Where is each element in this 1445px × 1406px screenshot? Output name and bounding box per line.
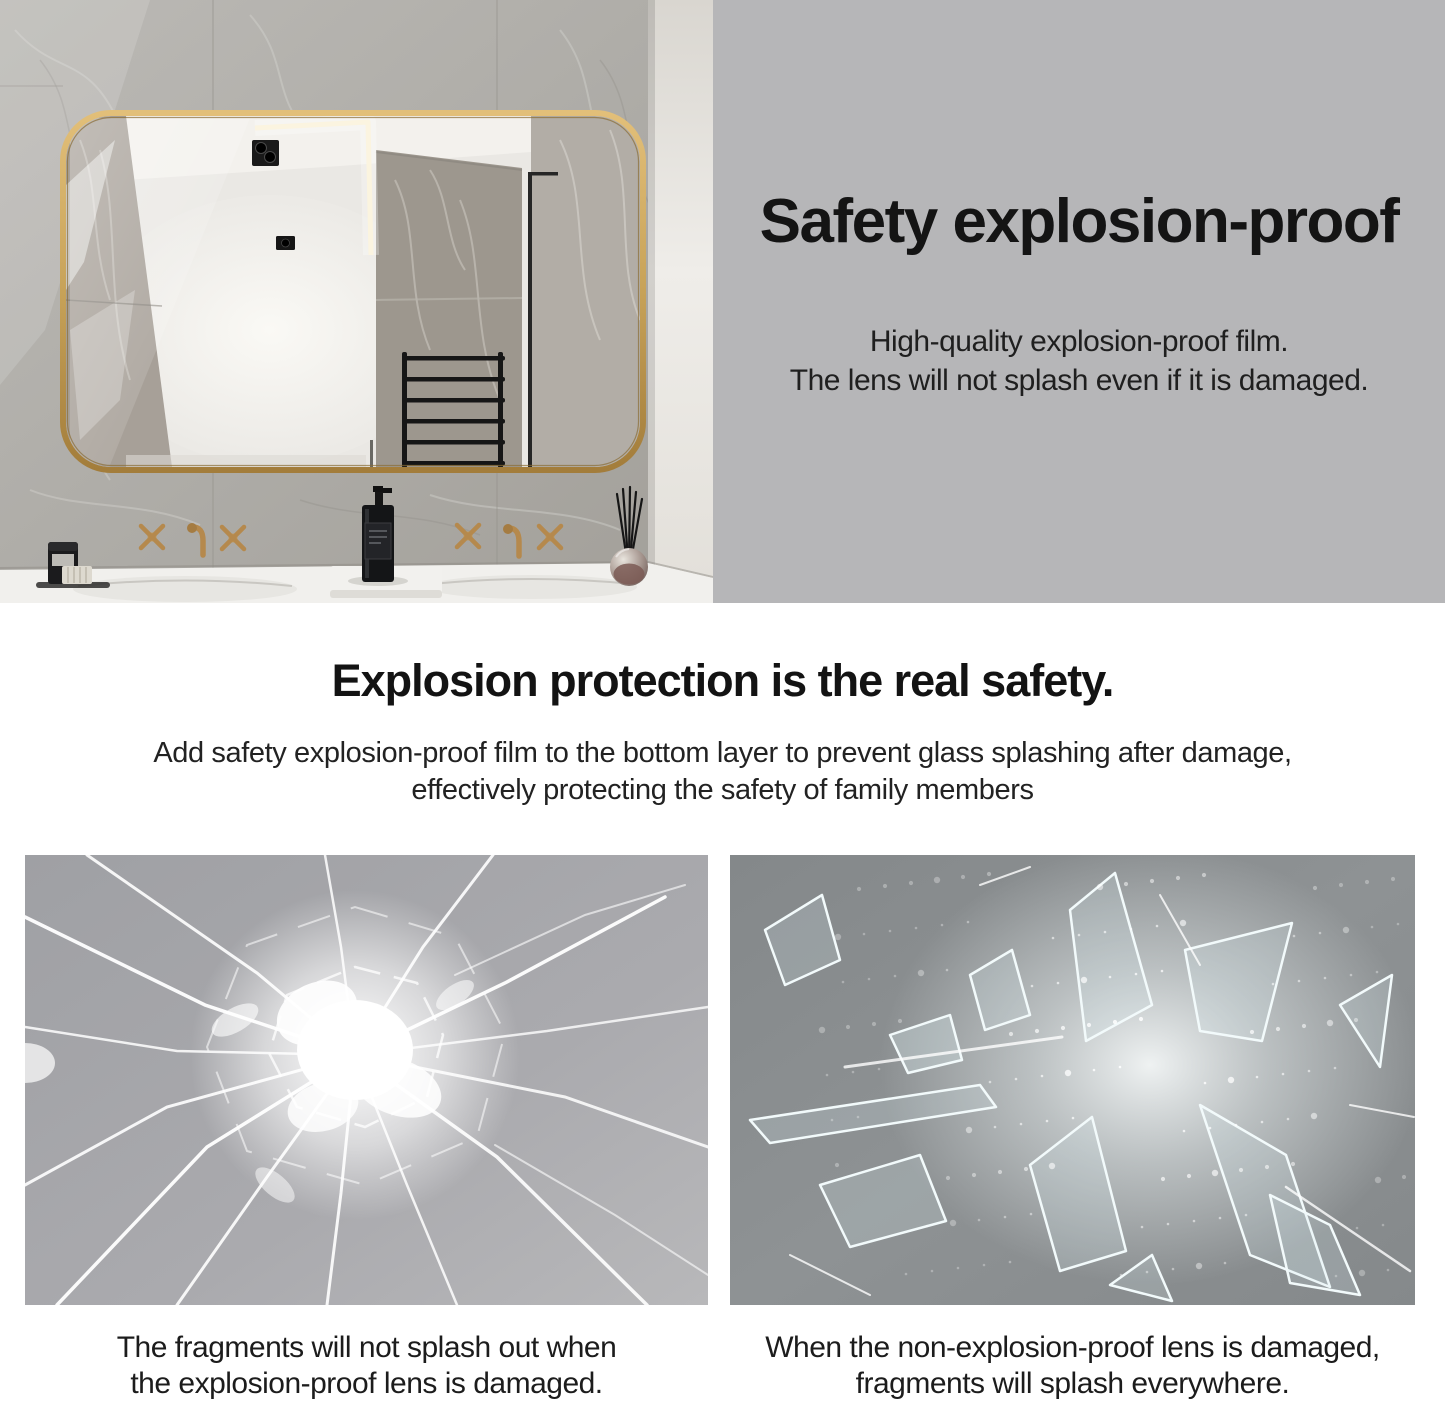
hero-title: Safety explosion-proof — [759, 187, 1399, 256]
shattered-glass-photo — [730, 855, 1415, 1305]
ceiling-spotlight-2 — [276, 236, 295, 250]
reflected-faucet — [370, 440, 373, 467]
hero-subtitle-line1: High-quality explosion-proof film. — [869, 325, 1289, 358]
right-caption-line1: When the non-explosion-proof lens is damaged, — [765, 1331, 1380, 1364]
shower-glass-edge — [528, 172, 532, 467]
section-description-line2: effectively protecting the safety of family members — [411, 774, 1034, 806]
explosion-proof-glass-photo — [25, 855, 708, 1305]
ceiling-spotlight-1 — [252, 140, 279, 166]
mirror-reflection — [66, 116, 643, 468]
section-description — [0, 709, 1445, 809]
wall-strip-shadow — [648, 0, 655, 603]
hero-subtitle-line2: The lens will not splash even if it is damaged. — [789, 364, 1369, 397]
left-photo-caption — [25, 1330, 708, 1402]
hero-subtitle — [713, 258, 1445, 400]
right-caption-line2: fragments will splash everywhere. — [855, 1367, 1290, 1400]
shower-glass-top — [528, 172, 558, 176]
explosion-section — [0, 603, 1445, 855]
white-wall-strip — [648, 0, 713, 603]
hero-panel — [713, 0, 1445, 603]
section-description-line1: Add safety explosion-proof film to the bottom layer to prevent glass splashing after damage, — [153, 737, 1292, 769]
right-photo-caption — [730, 1330, 1415, 1402]
bathroom-mirror-photo — [0, 0, 713, 603]
left-caption-line1: The fragments will not splash out when — [116, 1331, 617, 1364]
section-title: Explosion protection is the real safety. — [331, 655, 1114, 706]
left-caption-line2: the explosion-proof lens is damaged. — [130, 1367, 603, 1400]
